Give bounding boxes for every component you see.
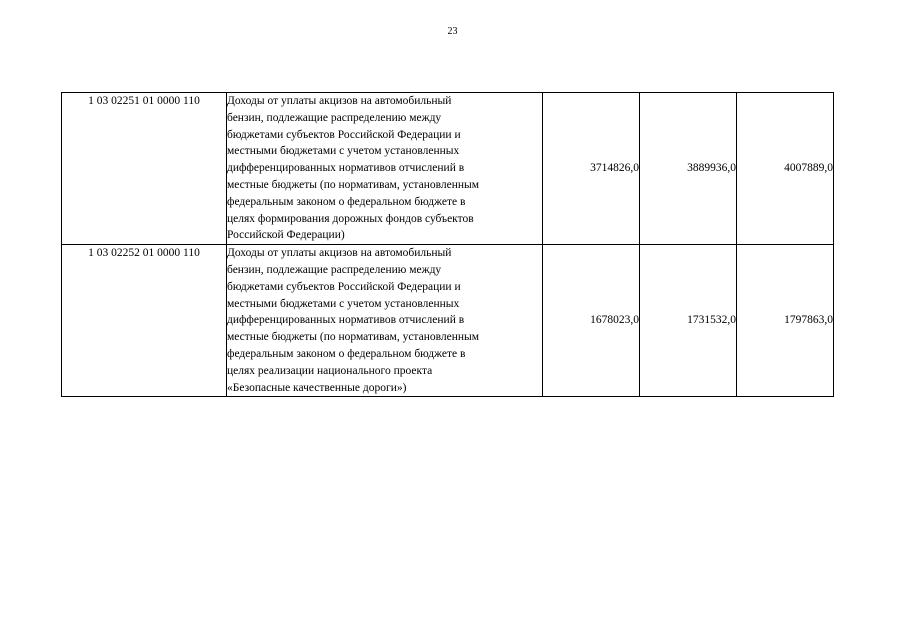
description-line: Российской Федерации) [227, 229, 345, 242]
amount-year-3-cell: 1797863,0 [737, 245, 834, 397]
description-line: «Безопасные качественные дороги») [227, 381, 407, 394]
revenue-description [227, 93, 542, 244]
amount-year-2-cell: 3889936,0 [640, 93, 737, 245]
description-line: дифференцированных нормативов отчислений в [227, 162, 465, 175]
amount-year-1-cell: 3714826,0 [543, 93, 640, 245]
description-line: целях реализации национального проекта [227, 364, 433, 377]
amount-year-1-cell: 1678023,0 [543, 245, 640, 397]
description-line: местными бюджетами с учетом установленных [227, 145, 460, 158]
description-line: целях формирования дорожных фондов субъектов [227, 212, 474, 225]
description-line: местные бюджеты (по нормативам, установленным [227, 178, 480, 191]
revenue-code-cell: 1 03 02252 01 0000 110 [62, 245, 227, 397]
description-line: Доходы от уплаты акцизов на автомобильный [227, 95, 452, 107]
description-line: бензин, подлежащие распределению между [227, 111, 442, 124]
amount-year-2-cell: 1731532,0 [640, 245, 737, 397]
table-row [62, 93, 834, 245]
revenue-code-cell: 1 03 02251 01 0000 110 [62, 93, 227, 245]
budget-revenue-table [61, 92, 834, 397]
description-line: федеральным законом о федеральном бюджете в [227, 195, 466, 208]
table-row [62, 245, 834, 397]
description-line: федеральным законом о федеральном бюджете в [227, 347, 466, 360]
description-line: местными бюджетами с учетом установленных [227, 297, 460, 310]
description-line: Доходы от уплаты акцизов на автомобильный [227, 247, 452, 260]
description-line: местные бюджеты (по нормативам, установленным [227, 331, 480, 344]
revenue-description-cell [227, 245, 543, 397]
description-line: дифференцированных нормативов отчислений в [227, 314, 465, 327]
revenue-description-cell [227, 93, 543, 245]
revenue-description [227, 245, 542, 396]
description-line: бензин, подлежащие распределению между [227, 263, 442, 276]
page-number: 23 [447, 26, 458, 37]
description-line: бюджетами субъектов Российской Федерации и [227, 128, 461, 141]
description-line: бюджетами субъектов Российской Федерации и [227, 280, 461, 293]
amount-year-3-cell: 4007889,0 [737, 93, 834, 245]
